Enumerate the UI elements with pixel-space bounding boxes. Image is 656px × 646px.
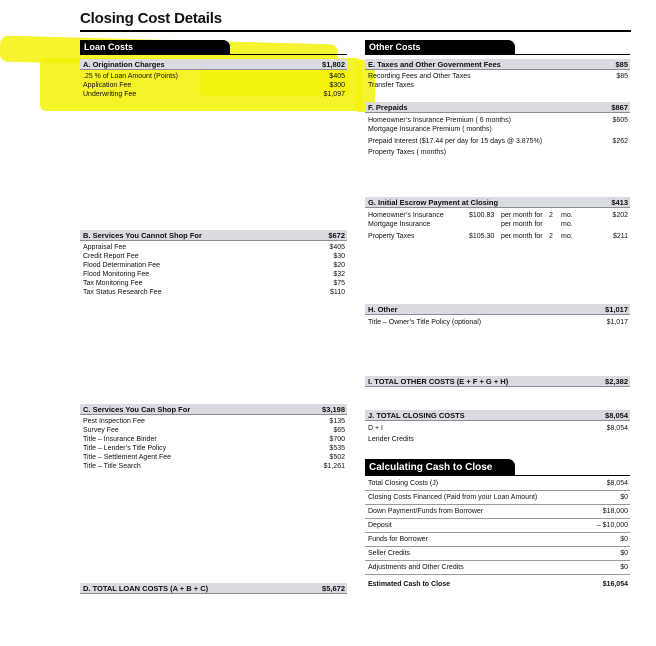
cash-to-close-rule: [365, 475, 630, 476]
section-g-header: [365, 197, 630, 208]
table-row: [80, 426, 347, 435]
row-label: D + I: [368, 425, 383, 432]
row-amount: $135: [329, 418, 345, 425]
row-amount: – $10,000: [596, 522, 628, 529]
escrow-months: 2: [549, 233, 553, 240]
section-h-header: [365, 304, 630, 315]
escrow-months: 2: [549, 212, 553, 219]
row-label: Tax Status Research Fee: [83, 289, 162, 296]
section-a-label: A. Origination Charges: [83, 60, 165, 69]
section-h-amount: $1,017: [605, 305, 628, 314]
row-label: Property Taxes: [368, 233, 415, 240]
table-row: [80, 261, 347, 270]
row-label: Homeowner’s Insurance: [368, 212, 444, 219]
other-costs-header: Other Costs: [365, 40, 515, 55]
section-i-total: [365, 376, 630, 387]
row-label: Homeowner’s Insurance Premium ( 6 months): [368, 117, 511, 124]
row-label: Transfer Taxes: [368, 82, 414, 89]
section-e-label: E. Taxes and Other Government Fees: [368, 60, 501, 69]
row-label: Appraisal Fee: [83, 244, 127, 251]
section-b-header: [80, 230, 347, 241]
row-amount: $32: [333, 271, 345, 278]
escrow-row: [365, 211, 630, 220]
row-label: Flood Monitoring Fee: [83, 271, 150, 278]
section-f-amount: $867: [611, 103, 628, 112]
section-f-header: [365, 102, 630, 113]
table-row: [365, 435, 630, 444]
row-label: Down Payment/Funds from Borrower: [368, 508, 484, 515]
row-amount: $262: [612, 138, 628, 145]
section-j-amount: $8,054: [605, 411, 628, 420]
section-j-label: J. TOTAL CLOSING COSTS: [368, 411, 465, 420]
table-row: [365, 116, 630, 125]
row-amount: $202: [612, 212, 628, 219]
table-row: [365, 72, 630, 81]
row-amount: $605: [612, 117, 628, 124]
row-amount: $0: [620, 564, 628, 571]
table-row: [365, 148, 630, 157]
escrow-row: [365, 220, 630, 229]
cash-total-row: [365, 578, 630, 592]
section-j-header: [365, 410, 630, 421]
title-divider: [80, 30, 631, 32]
cash-total-amount: $16,054: [602, 581, 628, 588]
cash-row: [365, 505, 630, 519]
row-amount: $8,054: [606, 480, 628, 487]
section-b-label: B. Services You Cannot Shop For: [83, 231, 202, 240]
table-row: [80, 435, 347, 444]
row-amount: $18,000: [602, 508, 628, 515]
row-amount: $75: [333, 280, 345, 287]
escrow-per: per month for: [501, 221, 543, 228]
section-c-label: C. Services You Can Shop For: [83, 405, 191, 414]
row-label: Total Closing Costs (J): [368, 480, 439, 487]
cash-total-label: Estimated Cash to Close: [368, 581, 451, 588]
table-row: [80, 444, 347, 453]
loan-costs-rule: [80, 54, 347, 55]
row-amount: $1,097: [323, 91, 345, 98]
section-b-amount: $672: [328, 231, 345, 240]
row-amount: $502: [329, 454, 345, 461]
section-i-label: I. TOTAL OTHER COSTS (E + F + G + H): [368, 377, 509, 386]
table-row: [80, 453, 347, 462]
cash-row: [365, 561, 630, 575]
table-row: [80, 288, 347, 297]
section-d-label: D. TOTAL LOAN COSTS (A + B + C): [83, 584, 209, 593]
escrow-unit: mo.: [561, 212, 573, 219]
row-amount: $405: [329, 73, 345, 80]
row-label: Deposit: [368, 522, 392, 529]
row-label: Mortgage Insurance: [368, 221, 431, 228]
escrow-per: per month for: [501, 212, 543, 219]
cash-row: [365, 491, 630, 505]
row-amount: $300: [329, 82, 345, 89]
row-label: Credit Report Fee: [83, 253, 139, 260]
cash-row: [365, 547, 630, 561]
table-row: [80, 252, 347, 261]
row-amount: $65: [333, 427, 345, 434]
row-label: Adjustments and Other Credits: [368, 564, 464, 571]
section-h-label: H. Other: [368, 305, 398, 314]
row-amount: $700: [329, 436, 345, 443]
table-row: [80, 270, 347, 279]
loan-costs-header: Loan Costs: [80, 40, 230, 55]
row-amount: $8,054: [606, 425, 628, 432]
row-label: Title – Lender’s Title Policy: [83, 445, 167, 452]
row-label: Funds for Borrower: [368, 536, 428, 543]
escrow-rate: $105.30: [469, 233, 495, 240]
escrow-per: per month for: [501, 233, 543, 240]
row-label: Property Taxes ( months): [368, 149, 447, 156]
section-a-amount: $1,802: [322, 60, 345, 69]
section-i-amount: $2,382: [605, 377, 628, 386]
cash-row: [365, 519, 630, 533]
row-label: Mortgage Insurance Premium ( months): [368, 126, 492, 133]
row-label: Pest Inspection Fee: [83, 418, 145, 425]
row-amount: $1,017: [606, 319, 628, 326]
section-e-header: [365, 59, 630, 70]
table-row: [80, 462, 347, 471]
section-g-label: G. Initial Escrow Payment at Closing: [368, 198, 499, 207]
row-amount: $85: [616, 73, 628, 80]
row-amount: $0: [620, 550, 628, 557]
row-label: Title – Owner’s Title Policy (optional): [368, 319, 482, 326]
table-row: [80, 81, 347, 90]
table-row: [80, 72, 347, 81]
table-row: [80, 279, 347, 288]
section-d-total: [80, 583, 347, 594]
row-label: Closing Costs Financed (Paid from your Loan Amount): [368, 494, 538, 501]
table-row: [365, 137, 630, 146]
table-row: [365, 424, 630, 433]
section-a-header: [80, 59, 347, 70]
row-label: Seller Credits: [368, 550, 411, 557]
escrow-unit: mo.: [561, 233, 573, 240]
escrow-rate: $100.83: [469, 212, 495, 219]
row-label: Flood Determination Fee: [83, 262, 161, 269]
table-row: [365, 125, 630, 134]
page-title: Closing Cost Details: [80, 10, 222, 27]
section-d-amount: $5,672: [322, 584, 345, 593]
cash-row: [365, 477, 630, 491]
row-amount: $405: [329, 244, 345, 251]
row-label: Title – Insurance Binder: [83, 436, 157, 443]
row-label: Survey Fee: [83, 427, 119, 434]
section-e-amount: $85: [615, 60, 628, 69]
row-amount: $211: [612, 233, 628, 240]
table-row: [80, 90, 347, 99]
section-f-label: F. Prepaids: [368, 103, 408, 112]
row-amount: $1,261: [323, 463, 345, 470]
row-label: Recording Fees and Other Taxes: [368, 73, 471, 80]
row-label: Application Fee: [83, 82, 132, 89]
row-label: Title – Settlement Agent Fee: [83, 454, 172, 461]
row-label: Prepaid Interest ($17.44 per day for 15 days @ 3.875%): [368, 138, 543, 145]
cash-row: [365, 533, 630, 547]
row-label: Underwriting Fee: [83, 91, 137, 98]
section-c-header: [80, 404, 347, 415]
escrow-row: [365, 232, 630, 241]
cash-to-close-header: Calculating Cash to Close: [365, 459, 515, 476]
table-row: [365, 81, 630, 90]
section-c-amount: $3,198: [322, 405, 345, 414]
row-amount: $20: [333, 262, 345, 269]
row-amount: $30: [333, 253, 345, 260]
row-label: Title – Title Search: [83, 463, 141, 470]
row-amount: $110: [329, 289, 345, 296]
row-label: .25 % of Loan Amount (Points): [83, 73, 178, 80]
table-row: [80, 243, 347, 252]
row-amount: $535: [329, 445, 345, 452]
table-row: [80, 417, 347, 426]
row-label: Tax Monitoring Fee: [83, 280, 143, 287]
row-amount: $0: [620, 494, 628, 501]
table-row: [365, 318, 630, 327]
section-g-amount: $413: [611, 198, 628, 207]
row-label: Lender Credits: [368, 436, 414, 443]
other-costs-rule: [365, 54, 630, 55]
escrow-unit: mo.: [561, 221, 573, 228]
row-amount: $0: [620, 536, 628, 543]
